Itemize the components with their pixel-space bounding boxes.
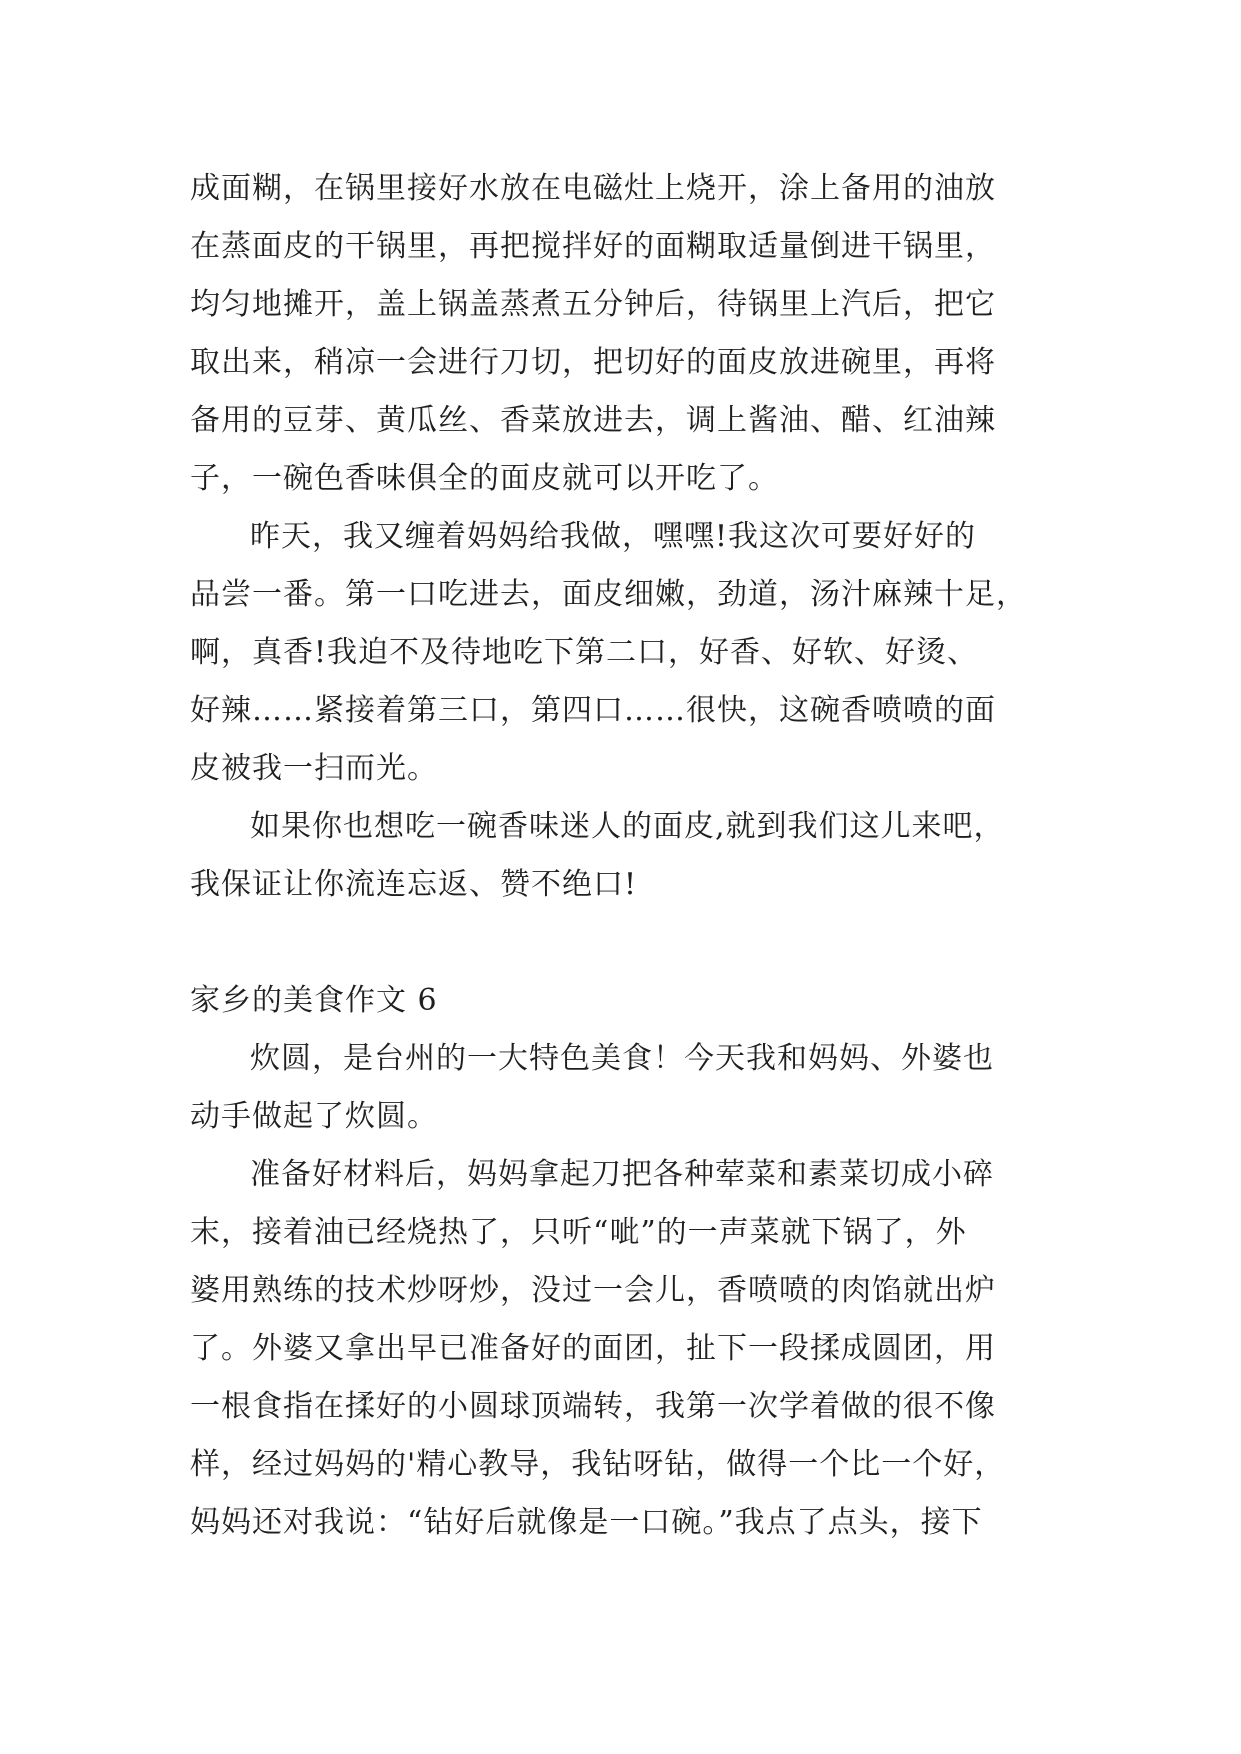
- text-line: 动手做起了炊圆。: [190, 1099, 438, 1134]
- text-line: 备用的豆芽、黄瓜丝、香菜放进去，调上酱油、醋、红油辣: [190, 403, 996, 438]
- text-line: 品尝一番。第一口吃进去，面皮细嫩，劲道，汤汁麻辣十足，: [190, 577, 1027, 612]
- text-line: 妈妈还对我说：“钻好后就像是一口碗。”我点了点头，接下: [190, 1505, 983, 1540]
- text-line: 了。外婆又拿出早已准备好的面团，扯下一段揉成圆团，用: [190, 1331, 996, 1366]
- text-line: 我保证让你流连忘返、赞不绝口!: [190, 867, 638, 902]
- text-line: 在蒸面皮的干锅里，再把搅拌好的面糊取适量倒进干锅里，: [190, 229, 996, 264]
- text-line: 子，一碗色香味俱全的面皮就可以开吃了。: [190, 461, 779, 496]
- text-line: 婆用熟练的技术炒呀炒，没过一会儿，香喷喷的肉馅就出炉: [190, 1273, 996, 1308]
- text-line: 一根食指在揉好的小圆球顶端转，我第一次学着做的很不像: [190, 1389, 996, 1424]
- paragraph-start-line: 炊圆，是台州的一大特色美食！今天我和妈妈、外婆也: [250, 1041, 994, 1076]
- paragraph-start-line: 准备好材料后，妈妈拿起刀把各种荤菜和素菜切成小碎: [250, 1157, 994, 1192]
- section-spacer: [190, 914, 1070, 972]
- text-line: 啊，真香!我迫不及待地吃下第二口，好香、好软、好烫、: [190, 635, 979, 670]
- text-line: 均匀地摊开，盖上锅盖蒸煮五分钟后，待锅里上汽后，把它: [190, 287, 996, 322]
- text-line: 样，经过妈妈的'精心教导，我钻呀钻，做得一个比一个好，: [190, 1447, 1006, 1482]
- text-line: 成面糊，在锅里接好水放在电磁灶上烧开，涂上备用的油放: [190, 171, 996, 206]
- text-line: 皮被我一扫而光。: [190, 751, 438, 786]
- text-line: 取出来，稍凉一会进行刀切，把切好的面皮放进碗里，再将: [190, 345, 996, 380]
- text-line: 末，接着油已经烧热了，只听“呲”的一声菜就下锅了，外: [190, 1215, 967, 1250]
- text-line: 好辣……紧接着第三口，第四口……很快，这碗香喷喷的面: [190, 693, 996, 728]
- section-heading: 家乡的美食作文 6: [190, 983, 438, 1018]
- paragraph-start-line: 如果你也想吃一碗香味迷人的面皮,就到我们这儿来吧，: [250, 809, 1005, 844]
- document-body: [190, 160, 1070, 1552]
- paragraph-start-line: 昨天，我又缠着妈妈给我做，嘿嘿!我这次可要好好的: [250, 519, 977, 554]
